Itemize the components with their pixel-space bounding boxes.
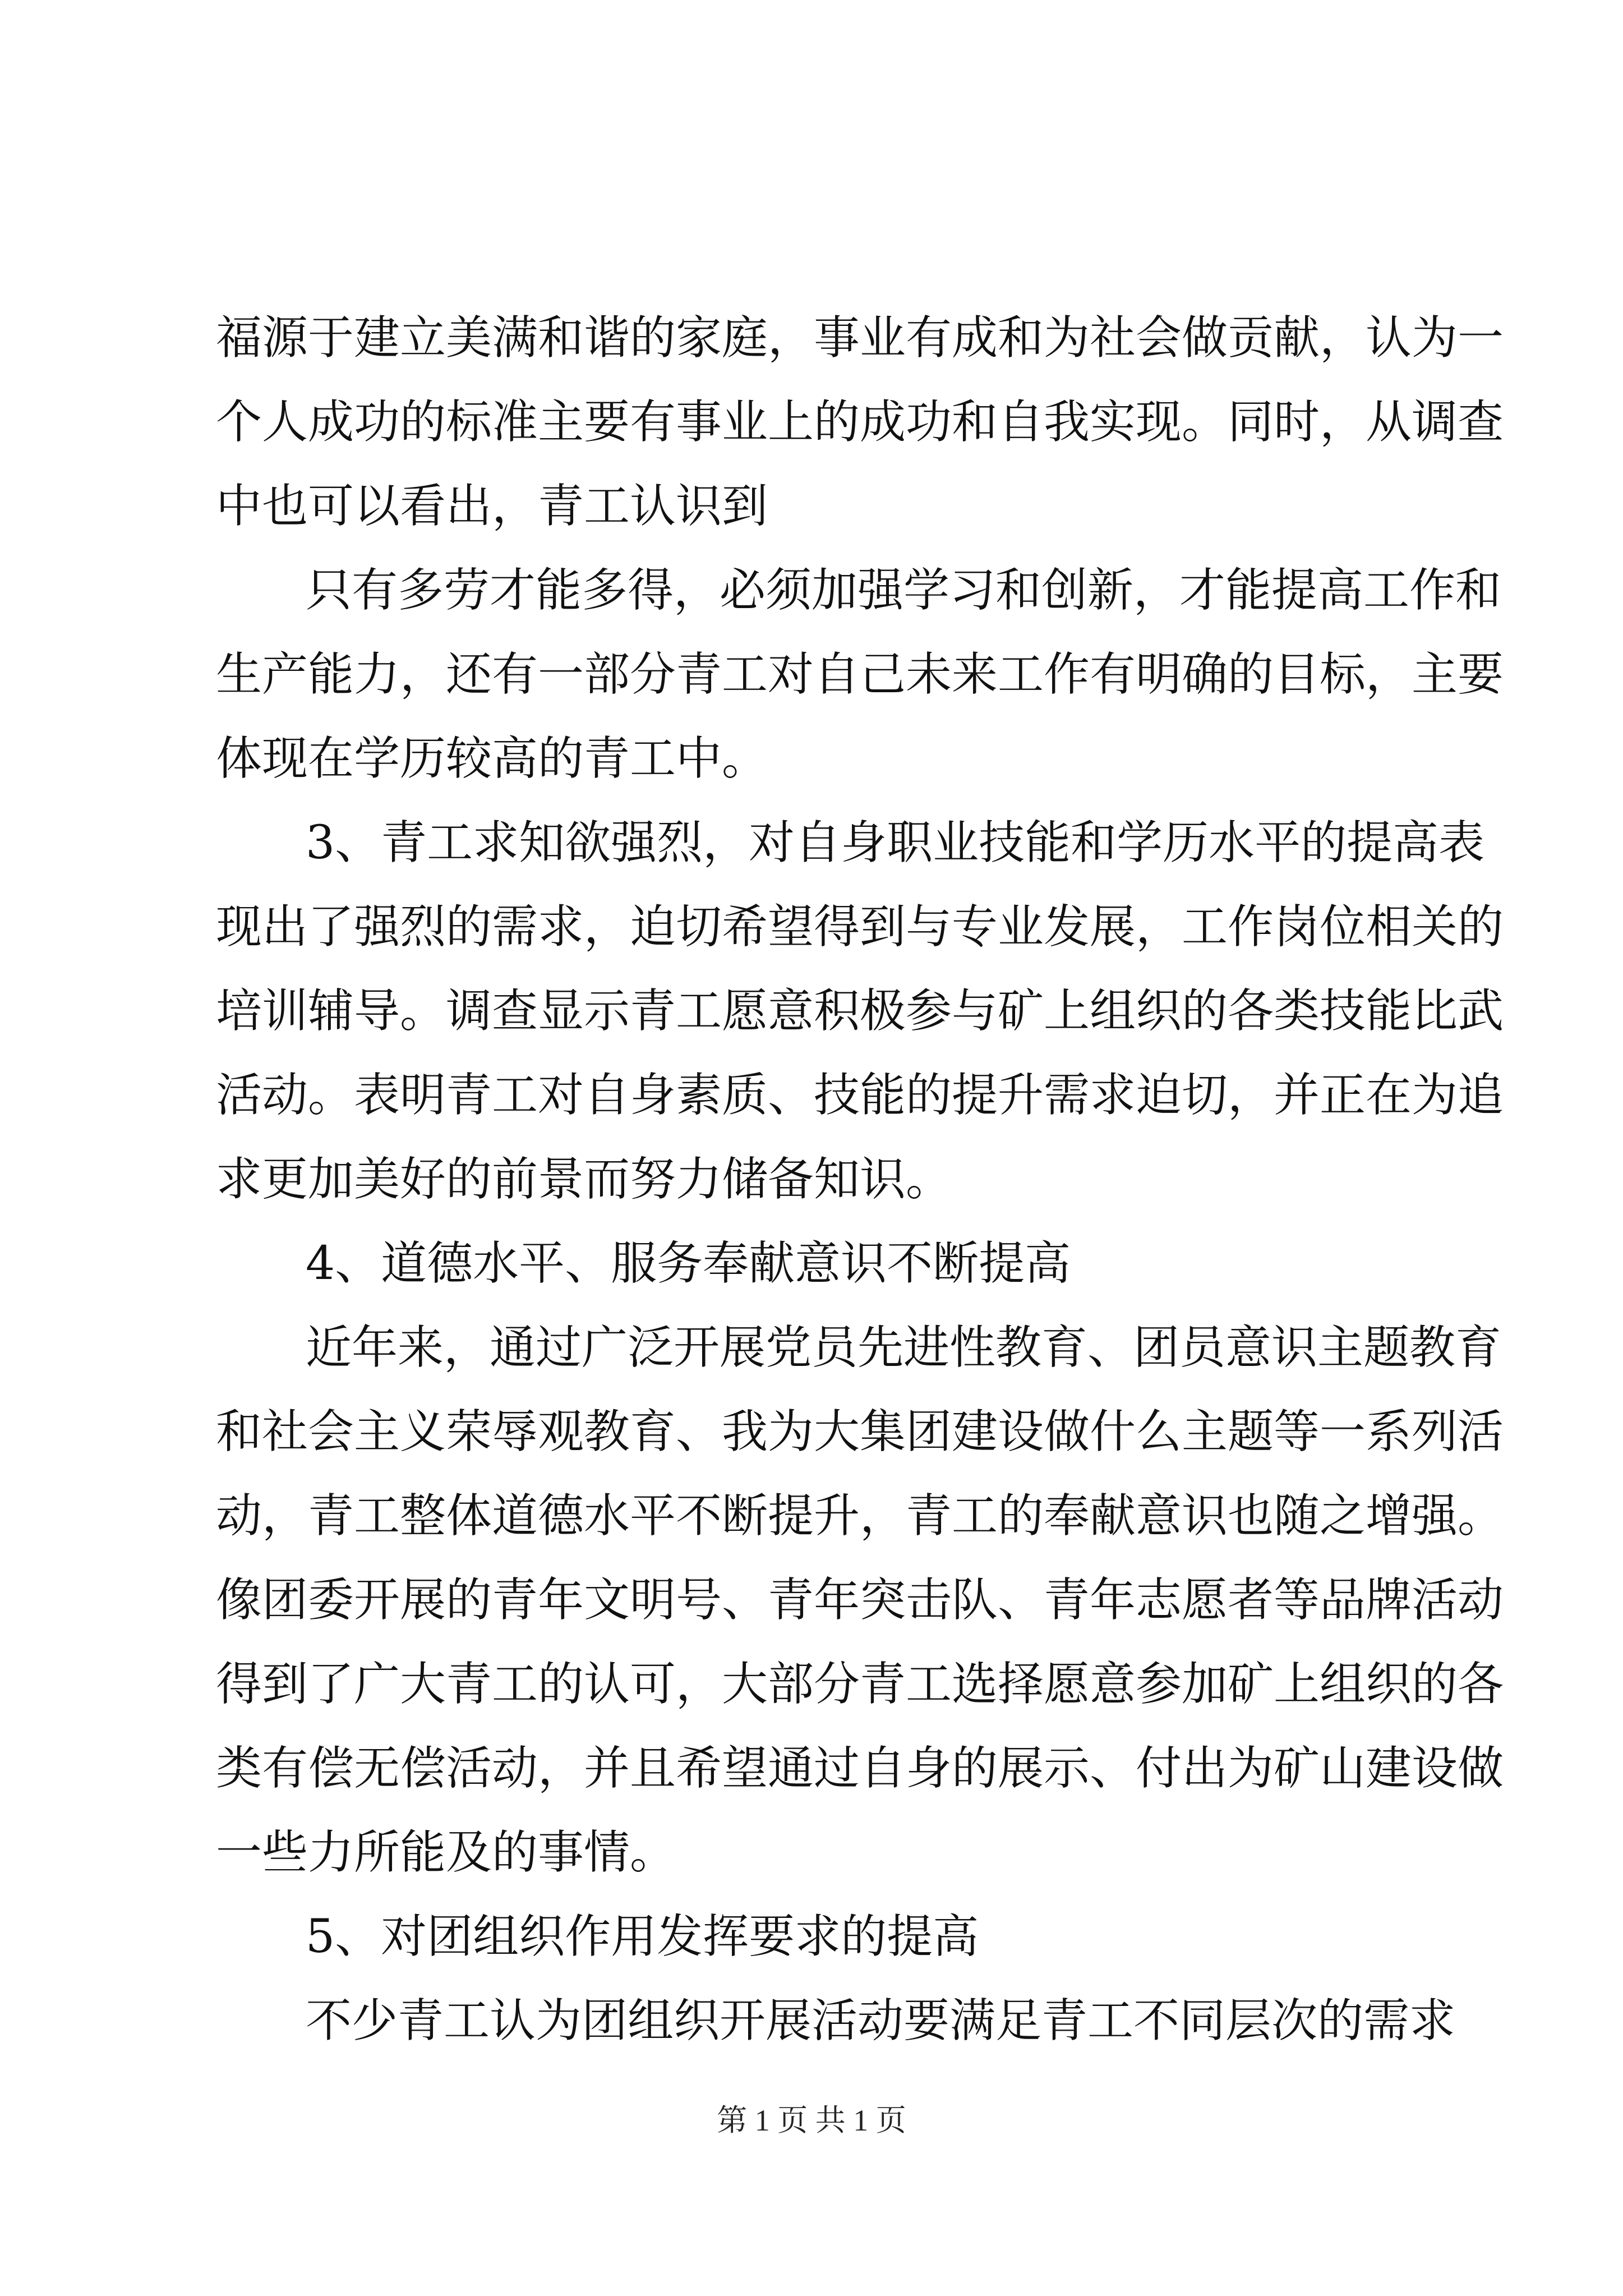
section-heading: 5、对团组织作用发挥要求的提高 <box>306 1910 979 1963</box>
text-line: 只有多劳才能多得，必须加强学习和创新，才能提高工作和 <box>306 564 1502 617</box>
text-line: 现出了强烈的需求，迫切希望得到与专业发展，工作岗位相关的 <box>216 900 1504 954</box>
text-line: 近年来，通过广泛开展党员先进性教育、团员意识主题教育 <box>306 1321 1502 1374</box>
text-line: 动，青工整体道德水平不断提升，青工的奉献意识也随之增强。 <box>216 1489 1504 1543</box>
text-line: 个人成功的标准主要有事业上的成功和自我实现。同时，从调查 <box>216 395 1504 449</box>
text-line: 不少青工认为团组织开展活动要满足青工不同层次的需求 <box>306 1994 1456 2047</box>
text-line: 培训辅导。调查显示青工愿意积极参与矿上组织的各类技能比武 <box>216 984 1504 1038</box>
text-line: 福源于建立美满和谐的家庭，事业有成和为社会做贡献，认为一 <box>216 311 1504 365</box>
text-line: 一些力所能及的事情。 <box>216 1826 676 1879</box>
text-line: 类有偿无偿活动，并且希望通过自身的展示、付出为矿山建设做 <box>216 1742 1504 1795</box>
text-line: 像团委开展的青年文明号、青年突击队、青年志愿者等品牌活动 <box>216 1573 1504 1627</box>
text-line: 和社会主义荣辱观教育、我为大集团建设做什么主题等一系列活 <box>216 1405 1504 1458</box>
text-line: 求更加美好的前景而努力储备知识。 <box>216 1153 952 1206</box>
text-line: 3、青工求知欲强烈，对自身职业技能和学历水平的提高表 <box>306 816 1485 869</box>
text-line: 中也可以看出，青工认识到 <box>216 480 768 533</box>
text-line: 体现在学历较高的青工中。 <box>216 732 768 785</box>
text-line: 活动。表明青工对自身素质、技能的提升需求迫切，并正在为追 <box>216 1069 1504 1122</box>
text-line: 得到了广大青工的认可，大部分青工选择愿意参加矿上组织的各 <box>216 1658 1504 1711</box>
text-line: 生产能力，还有一部分青工对自己未来工作有明确的目标，主要 <box>216 648 1504 701</box>
section-heading: 4、道德水平、服务奉献意识不断提高 <box>306 1237 1071 1290</box>
page-number-footer: 第 1 页 共 1 页 <box>717 2104 906 2137</box>
